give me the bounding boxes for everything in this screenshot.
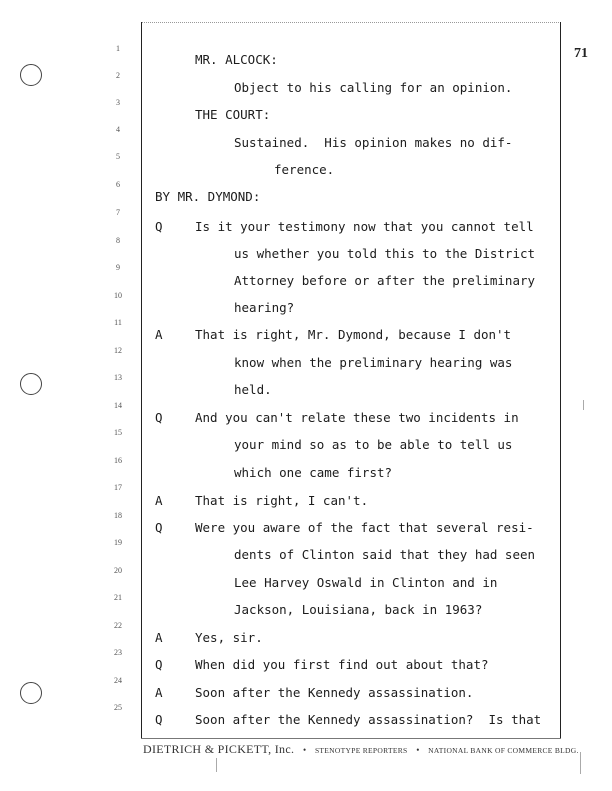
question-text: Soon after the Kennedy assassination? Is that <box>195 712 542 727</box>
question-text: When did you first find out about that? <box>195 657 489 672</box>
page-frame-right-border <box>560 22 561 739</box>
transcript-text: Object to his calling for an opinion. <box>234 80 513 95</box>
scan-mark <box>583 400 584 410</box>
reporter-firm-name: DIETRICH & PICKETT, Inc. <box>143 742 295 756</box>
line-number: 22 <box>114 621 122 630</box>
scan-mark <box>216 758 217 772</box>
line-number: 10 <box>114 291 122 300</box>
line-number: 7 <box>116 208 120 217</box>
line-number: 17 <box>114 483 122 492</box>
page-frame-left-border <box>141 22 142 739</box>
line-number: 9 <box>116 263 120 272</box>
speaker-heading: THE COURT: <box>195 107 271 122</box>
question-text: hearing? <box>234 300 295 315</box>
transcript-text: Sustained. His opinion makes no dif- <box>234 135 513 150</box>
question-text: which one came first? <box>234 465 393 480</box>
examination-heading: BY MR. DYMOND: <box>155 189 261 204</box>
binder-hole <box>20 373 42 395</box>
line-number: 16 <box>114 456 122 465</box>
footer-separator: • <box>303 745 307 755</box>
reporter-address: NATIONAL BANK OF COMMERCE BLDG. <box>428 746 579 755</box>
line-number: 14 <box>114 401 122 410</box>
line-number: 1 <box>116 44 120 53</box>
answer-text: held. <box>234 382 272 397</box>
question-text: dents of Clinton said that they had seen <box>234 547 536 562</box>
page-frame-top-border <box>141 22 561 23</box>
question-text: And you can't relate these two incidents in <box>195 410 519 425</box>
question-text: us whether you told this to the District <box>234 246 536 261</box>
speaker-label: Q <box>155 520 163 535</box>
speaker-label: Q <box>155 219 163 234</box>
page-frame-bottom-border <box>141 738 561 739</box>
reporter-footer <box>143 742 579 757</box>
answer-text: Soon after the Kennedy assassination. <box>195 685 474 700</box>
line-number: 12 <box>114 346 122 355</box>
question-text: Is it your testimony now that you cannot tell <box>195 219 534 234</box>
speaker-label: A <box>155 327 163 342</box>
scan-mark <box>580 752 581 774</box>
question-text: Were you aware of the fact that several resi- <box>195 520 534 535</box>
speaker-label: A <box>155 685 163 700</box>
question-text: Jackson, Louisiana, back in 1963? <box>234 602 483 617</box>
binder-hole <box>20 64 42 86</box>
line-number: 15 <box>114 428 122 437</box>
speaker-label: Q <box>155 657 163 672</box>
line-number: 25 <box>114 703 122 712</box>
speaker-label: Q <box>155 410 163 425</box>
line-number: 8 <box>116 236 120 245</box>
question-text: your mind so as to be able to tell us <box>234 437 513 452</box>
speaker-label: A <box>155 630 163 645</box>
answer-text: know when the preliminary hearing was <box>234 355 513 370</box>
line-number: 20 <box>114 566 122 575</box>
line-number: 13 <box>114 373 122 382</box>
page-number: 71 <box>574 46 588 61</box>
line-number: 21 <box>114 593 122 602</box>
line-number: 24 <box>114 676 122 685</box>
question-text: Attorney before or after the preliminary <box>234 273 536 288</box>
line-number: 4 <box>116 125 120 134</box>
line-number: 5 <box>116 152 120 161</box>
reporter-service: STENOTYPE REPORTERS <box>314 746 408 755</box>
answer-text: That is right, I can't. <box>195 493 369 508</box>
transcript-text: ference. <box>274 162 335 177</box>
speaker-heading: MR. ALCOCK: <box>195 52 278 67</box>
line-number: 3 <box>116 98 120 107</box>
answer-text: That is right, Mr. Dymond, because I don't <box>195 327 512 342</box>
binder-hole <box>20 682 42 704</box>
question-text: Lee Harvey Oswald in Clinton and in <box>234 575 498 590</box>
line-number: 6 <box>116 180 120 189</box>
line-number: 18 <box>114 511 122 520</box>
speaker-label: A <box>155 493 163 508</box>
line-number: 11 <box>114 318 122 327</box>
line-number: 2 <box>116 71 120 80</box>
answer-text: Yes, sir. <box>195 630 263 645</box>
footer-separator: • <box>416 745 420 755</box>
line-number: 19 <box>114 538 122 547</box>
speaker-label: Q <box>155 712 163 727</box>
line-number: 23 <box>114 648 122 657</box>
